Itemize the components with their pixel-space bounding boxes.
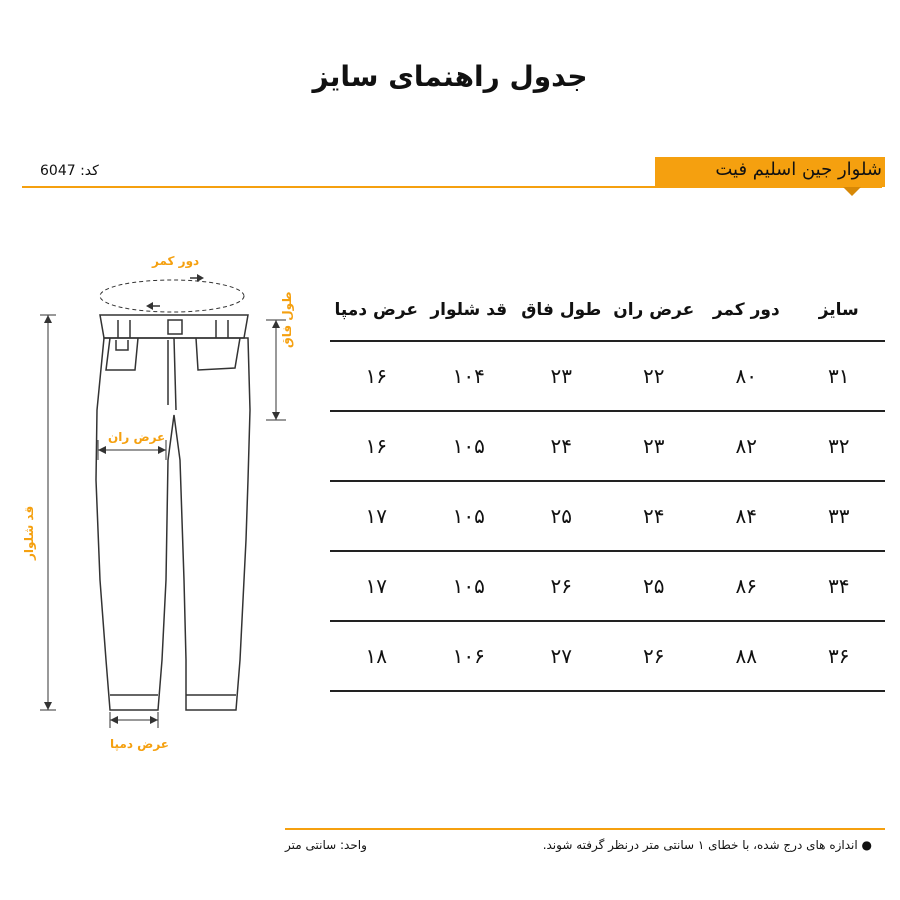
table-cell: ۲۴ [550, 434, 572, 458]
label-rise: طول فاق [280, 291, 294, 348]
footer-divider [285, 828, 885, 830]
table-cell: ۲۳ [643, 434, 665, 458]
header-size: سایز [818, 300, 859, 320]
product-code: کد: 6047 [40, 163, 99, 179]
table-cell: ۳۶ [828, 644, 850, 668]
header-length: قد شلوار [430, 300, 508, 320]
table-cell: ۱۰۵ [452, 434, 485, 458]
length-arrow-top [44, 315, 52, 323]
table-row [330, 412, 885, 482]
table-cell: ۱۰۶ [452, 644, 485, 668]
thigh-arrow-right [158, 446, 166, 454]
pants-diagram [0, 240, 330, 760]
table-cell: ۳۲ [828, 434, 850, 458]
table-cell: ۱۷ [365, 504, 387, 528]
table-cell: ۱۶ [365, 434, 387, 458]
waist-arrow-head-top [197, 274, 204, 282]
length-dimension [40, 315, 56, 710]
label-waist: دور کمر [152, 254, 200, 268]
table-cell: ۳۱ [828, 364, 850, 388]
waist-arrow-head-bottom [146, 302, 153, 310]
table-cell: ۲۴ [643, 504, 665, 528]
table-cell: ۳۳ [828, 504, 850, 528]
size-table [330, 280, 885, 692]
table-cell: ۲۶ [643, 644, 665, 668]
product-name: شلوار جین اسلیم فیت [715, 159, 882, 180]
thigh-arrow-left [98, 446, 106, 454]
length-arrow-bottom [44, 702, 52, 710]
label-hem: عرض دمپا [110, 737, 169, 751]
table-cell: ۸۶ [735, 574, 757, 598]
table-cell: ۸۴ [735, 504, 757, 528]
table-cell: ۲۶ [550, 574, 572, 598]
label-thigh: عرض ران [108, 430, 166, 444]
table-cell: ۱۸ [365, 644, 387, 668]
table-cell: ۸۲ [735, 434, 757, 458]
table-row [330, 482, 885, 552]
waist-ellipse [100, 280, 244, 312]
table-row [330, 622, 885, 692]
unit-label: واحد: سانتی متر [285, 838, 367, 852]
table-cell: ۸۸ [735, 644, 757, 668]
table-cell: ۲۵ [550, 504, 572, 528]
header-rise: طول فاق [521, 300, 602, 320]
hem-arrow-left [110, 716, 118, 724]
table-cell: ۱۰۵ [452, 574, 485, 598]
tab-corner [843, 187, 861, 196]
pants-outline [96, 315, 250, 710]
header-thigh: عرض ران [613, 300, 695, 320]
label-length: قد شلوار [22, 505, 36, 560]
header-hem: عرض دمپا [334, 300, 419, 320]
header-waist: دور کمر [712, 300, 780, 320]
table-cell: ۱۰۵ [452, 504, 485, 528]
table-cell: ۱۷ [365, 574, 387, 598]
table-cell: ۳۴ [828, 574, 850, 598]
table-cell: ۱۶ [365, 364, 387, 388]
table-row [330, 552, 885, 622]
table-row [330, 342, 885, 412]
tolerance-note: ● اندازه های درج شده، با خطای ۱ سانتی متر درنظر گرفته شوند. [542, 838, 872, 852]
table-cell: ۲۲ [643, 364, 665, 388]
table-header-row [330, 280, 885, 342]
table-cell: ۱۰۴ [452, 364, 485, 388]
page-title: جدول راهنمای سایز [312, 60, 588, 93]
hem-arrow-right [150, 716, 158, 724]
table-cell: ۲۷ [550, 644, 572, 668]
table-cell: ۲۳ [550, 364, 572, 388]
table-cell: ۲۵ [643, 574, 665, 598]
table-cell: ۸۰ [735, 364, 757, 388]
rise-arrow-top [272, 320, 280, 328]
rise-arrow-bottom [272, 412, 280, 420]
